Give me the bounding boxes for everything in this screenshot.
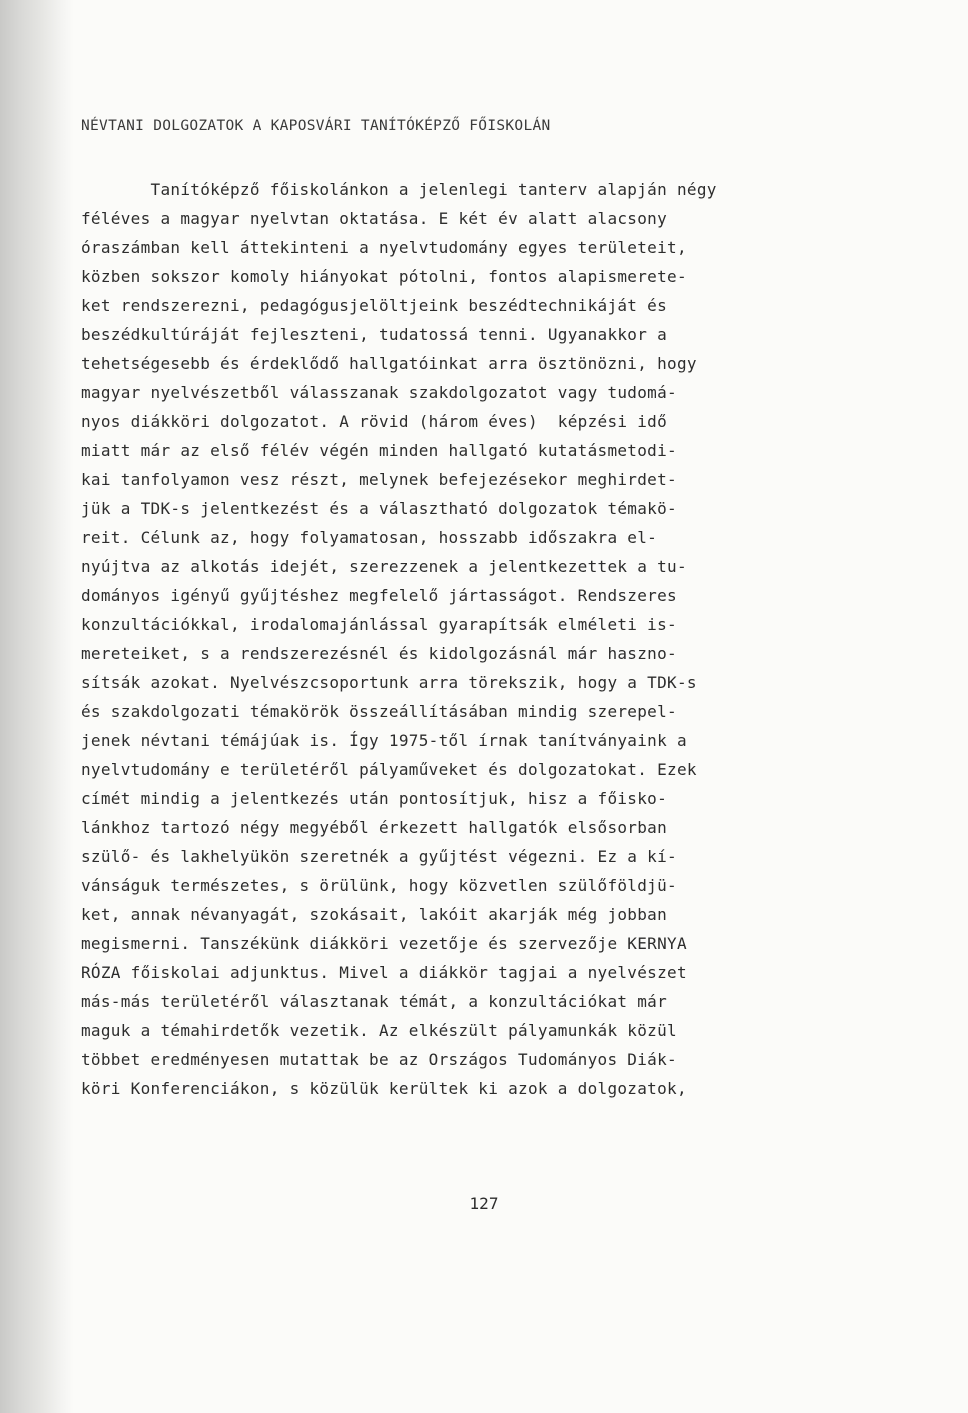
text-line: ket, annak névanyagát, szokásait, lakóit akarják még jobban xyxy=(81,905,668,924)
text-line: más-más területéről választanak témát, a konzultációkat már xyxy=(81,992,668,1011)
text-line: reit. Célunk az, hogy folyamatosan, hosszabb időszakra el- xyxy=(81,528,658,547)
text-line: magyar nyelvészetből válasszanak szakdolgozatot vagy tudomá- xyxy=(81,383,677,402)
text-line: RÓZA főiskolai adjunktus. Mivel a diákkör tagjai a nyelvészet xyxy=(81,963,687,982)
body-text xyxy=(81,175,941,1103)
text-line: óraszámban kell áttekinteni a nyelvtudomány egyes területeit, xyxy=(81,238,687,257)
page-number: 127 xyxy=(469,1194,499,1213)
text-line: nyos diákköri dolgozatot. A rövid (három éves) képzési idő xyxy=(81,412,668,431)
text-line: nyelvtudomány e területéről pályaműveket és dolgozatokat. Ezek xyxy=(81,760,697,779)
text-line: nyújtva az alkotás idejét, szerezzenek a jelentkezettek a tu- xyxy=(81,557,687,576)
text-line: maguk a témahirdetők vezetik. Az elkészült pályamunkák közül xyxy=(81,1021,677,1040)
text-line: sítsák azokat. Nyelvészcsoportunk arra törekszik, hogy a TDK-s xyxy=(81,673,697,692)
text-line: szülő- és lakhelyükön szeretnék a gyűjtést végezni. Ez a kí- xyxy=(81,847,677,866)
text-line: dományos igényű gyűjtéshez megfelelő jártasságot. Rendszeres xyxy=(81,586,677,605)
text-line: ket rendszerezni, pedagógusjelöltjeink beszédtechnikáját és xyxy=(81,296,668,315)
text-line: kai tanfolyamon vesz részt, melynek befejezésekor meghirdet- xyxy=(81,470,677,489)
text-line: vánságuk természetes, s örülünk, hogy közvetlen szülőföldjü- xyxy=(81,876,677,895)
text-line: jenek névtani témájúak is. Így 1975-től írnak tanítványaink a xyxy=(81,731,687,750)
text-line: miatt már az első félév végén minden hallgató kutatásmetodi- xyxy=(81,441,677,460)
text-line: többet eredményesen mutattak be az Országos Tudományos Diák- xyxy=(81,1050,677,1069)
text-line: jük a TDK-s jelentkezést és a választható dolgozatok témakö- xyxy=(81,499,677,518)
text-line: konzultációkkal, irodalomajánlással gyarapítsák elméleti is- xyxy=(81,615,677,634)
text-line: címét mindig a jelentkezés után pontosítjuk, hisz a főisko- xyxy=(81,789,668,808)
page-header: NÉVTANI DOLGOZATOK A KAPOSVÁRI TANÍTÓKÉPZŐ FŐISKOLÁN xyxy=(81,118,551,134)
text-line: féléves a magyar nyelvtan oktatása. E két év alatt alacsony xyxy=(81,209,668,228)
text-line: közben sokszor komoly hiányokat pótolni, fontos alapismerete- xyxy=(81,267,687,286)
text-line: mereteiket, s a rendszerezésnél és kidolgozásnál már haszno- xyxy=(81,644,677,663)
text-line: és szakdolgozati témakörök összeállításában mindig szerepel- xyxy=(81,702,677,721)
text-line: lánkhoz tartozó négy megyéből érkezett hallgatók elsősorban xyxy=(81,818,668,837)
text-line: tehetségesebb és érdeklődő hallgatóinkat arra ösztönözni, hogy xyxy=(81,354,697,373)
text-line: köri Konferenciákon, s közülük kerültek ki azok a dolgozatok, xyxy=(81,1079,687,1098)
text-line: Tanítóképző főiskolánkon a jelenlegi tanterv alapján négy xyxy=(81,180,717,199)
text-line: megismerni. Tanszékünk diákköri vezetője és szervezője KERNYA xyxy=(81,934,687,953)
text-line: beszédkultúráját fejleszteni, tudatossá tenni. Ugyanakkor a xyxy=(81,325,668,344)
